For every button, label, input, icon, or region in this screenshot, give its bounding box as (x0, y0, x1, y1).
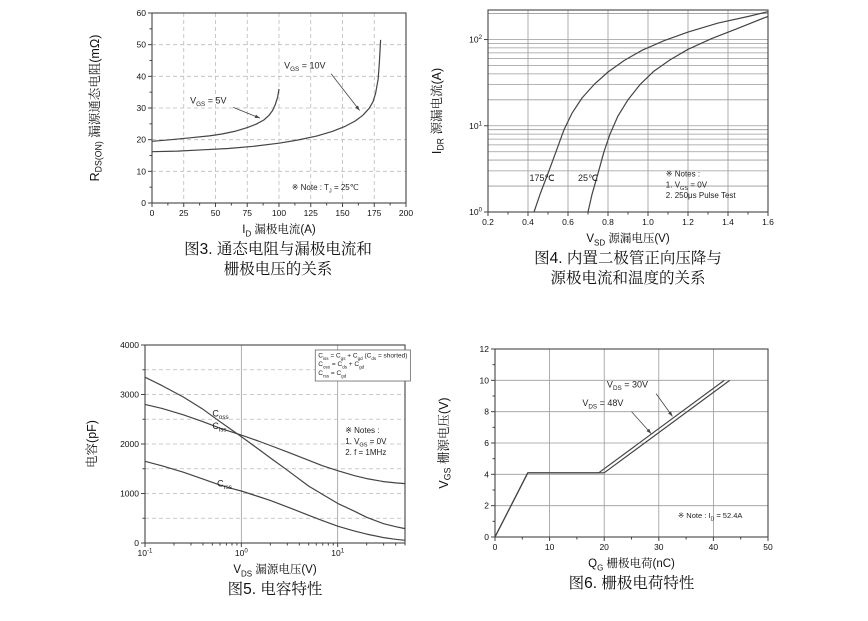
figure-5-x-axis-label: $V_{DS}$ 漏源电压(V) (233, 564, 317, 579)
tick-labels (120, 340, 345, 558)
svg-text:12: 12 (479, 344, 489, 354)
svg-text:4000: 4000 (120, 340, 139, 350)
series (152, 40, 381, 152)
figure-3-chart (88, 5, 422, 221)
note (678, 511, 743, 523)
svg-text:0.4: 0.4 (522, 217, 534, 227)
svg-text:30: 30 (654, 542, 664, 552)
svg-text:Ciss = Cgs + Cgd (Cds = shorte: $C_{iss} = C_{gs} + C_{gd}$ ($C_{ds}$ = shorted) (318, 352, 408, 361)
svg-text:0.6: 0.6 (562, 217, 574, 227)
svg-text:Coss = Cds + Cgd: $C_{oss} = C_{ds} + C_{gd}$ (318, 361, 365, 370)
svg-text:0: 0 (149, 208, 155, 218)
svg-text:125: 125 (303, 208, 318, 218)
svg-text:75: 75 (242, 208, 252, 218)
gridlines (152, 13, 406, 203)
svg-text:※ Note : TJ = 25℃: ※ Note : $T_J$ = 25℃ (291, 183, 359, 195)
svg-text:※ Notes :: ※ Notes : (345, 426, 380, 436)
figure-4-caption-line-2: 源极电流和温度的关系 (550, 270, 706, 288)
svg-text:3000: 3000 (120, 389, 139, 400)
svg-text:0.2: 0.2 (482, 217, 494, 227)
annotations (212, 408, 232, 491)
series-VGS=10V (152, 40, 381, 152)
figure-6-x-axis-label: $Q_G$ 栅极电荷(nC) (588, 558, 675, 573)
figure-3-x-axis-label: $I_D$ 漏极电流(A) (242, 224, 316, 239)
series (534, 12, 768, 212)
figure-3-caption (128, 240, 428, 280)
figure-4-caption (470, 249, 786, 289)
svg-text:Crss = Cgd: $C_{rss} = C_{gd}$ (318, 370, 347, 379)
svg-text:Ciss: $C_{iss}$ (212, 421, 227, 434)
svg-text:1.0: 1.0 (642, 217, 654, 227)
figure-6-caption-line-1: 图6. 栅极电荷特性 (568, 575, 695, 593)
svg-text:100: 100 (271, 208, 287, 218)
svg-text:50: 50 (763, 542, 773, 552)
svg-text:101: $10^1$ (331, 547, 345, 558)
svg-text:10: 10 (136, 166, 146, 177)
figure-4-chart (430, 2, 784, 230)
svg-text:※ Note : ID = 52.4A: ※ Note : $I_D = 52.4A$ (677, 511, 743, 523)
svg-text:20: 20 (599, 542, 609, 552)
svg-text:10: 10 (544, 542, 555, 552)
svg-text:1. VGS = 0V: 1. $V_{GS} = 0V$ (345, 437, 387, 449)
figure-3-caption-line-1: 图3. 通态电阻与漏极电流和 (184, 241, 372, 259)
svg-text:10-1: $10^{-1}$ (137, 547, 153, 558)
ticks (484, 40, 768, 216)
tick-labels (480, 344, 773, 552)
svg-text:50: 50 (136, 39, 146, 50)
y-axis-label: 电容(pF) (85, 420, 99, 468)
svg-text:1.2: 1.2 (682, 217, 694, 227)
svg-text:2: 2 (484, 500, 489, 511)
figure-4-caption-line-1: 图4. 内置二极管正向压降与 (534, 250, 722, 268)
figure-3-caption-line-2: 栅极电压的关系 (223, 261, 333, 279)
series (145, 377, 405, 540)
figure-5-chart (85, 337, 421, 561)
svg-text:50: 50 (210, 208, 221, 218)
svg-text:101: $10^1$ (469, 120, 482, 131)
y-axis-label: $V_{GS}$ 栅源电压(V) (437, 397, 453, 489)
svg-text:200: 200 (398, 208, 414, 218)
svg-text:1.4: 1.4 (722, 217, 734, 227)
figure-4-x-axis-label: $V_{SD}$ 源漏电压(V) (586, 233, 670, 248)
svg-text:100: $10^0$ (234, 547, 248, 558)
svg-text:Coss: $C_{oss}$ (212, 408, 229, 421)
figure-6-caption (477, 574, 786, 594)
figure-4 (430, 2, 786, 290)
svg-text:102: $10^2$ (469, 34, 482, 45)
svg-text:0: 0 (484, 532, 489, 542)
svg-text:VGS = 5V: $V_{GS} = 5V$ (190, 95, 227, 108)
series-175C (534, 12, 768, 212)
svg-text:VDS = 48V: $V_{DS} = 48V$ (582, 398, 624, 411)
y-axis-label: $R_{DS(ON)}$ 漏源通态电阻(mΩ) (88, 34, 104, 182)
svg-text:0: 0 (492, 542, 498, 552)
svg-text:VDS = 30V: $V_{DS} = 30V$ (606, 379, 648, 392)
svg-text:1.6: 1.6 (762, 217, 774, 227)
tick-labels (137, 8, 414, 218)
annotations (529, 173, 598, 183)
figure-6 (437, 341, 786, 594)
note (345, 426, 387, 457)
svg-text:※ Notes :: ※ Notes : (665, 169, 701, 179)
figure-3 (88, 5, 428, 281)
svg-text:60: 60 (136, 8, 146, 18)
svg-text:175: 175 (367, 208, 382, 218)
svg-text:0: 0 (134, 538, 139, 548)
series-Crss (145, 461, 405, 540)
note (292, 183, 359, 195)
note (315, 350, 410, 381)
svg-text:VGS = 10V: $V_{GS} = 10V$ (284, 60, 326, 73)
svg-text:0: 0 (141, 198, 146, 208)
figure-5-caption (125, 580, 425, 600)
svg-text:30: 30 (136, 103, 146, 113)
svg-text:8: 8 (484, 406, 489, 417)
figure-6-chart (437, 341, 784, 555)
svg-text:175℃: 175℃ (529, 172, 555, 183)
svg-text:100: $10^0$ (469, 206, 482, 217)
figure-5 (85, 337, 425, 600)
svg-text:40: 40 (708, 542, 719, 552)
svg-text:10: 10 (479, 375, 489, 386)
svg-text:1. VGS = 0V: 1. $V_{GS} = 0V$ (665, 180, 708, 192)
svg-text:150: 150 (335, 208, 350, 218)
svg-text:40: 40 (136, 71, 146, 82)
svg-text:2. 250μs Pulse Test: 2. 250μs Pulse Test (665, 191, 736, 201)
y-axis-label: $I_{DR}$ 源漏电流(A) (430, 67, 446, 155)
svg-text:6: 6 (484, 438, 489, 448)
svg-text:2000: 2000 (120, 439, 139, 449)
svg-text:0.8: 0.8 (602, 217, 614, 227)
svg-text:4: 4 (484, 469, 489, 480)
note (666, 170, 737, 201)
svg-text:25: 25 (179, 208, 189, 218)
svg-text:20: 20 (136, 134, 146, 145)
svg-text:1000: 1000 (120, 488, 139, 499)
svg-text:25℃: 25℃ (577, 172, 599, 183)
gridlines (495, 349, 768, 537)
figure-5-caption-line-1: 图5. 电容特性 (227, 581, 323, 599)
svg-text:Crss: $C_{rss}$ (217, 478, 232, 492)
svg-text:2. f = 1MHz: 2. f = 1MHz (345, 447, 387, 457)
